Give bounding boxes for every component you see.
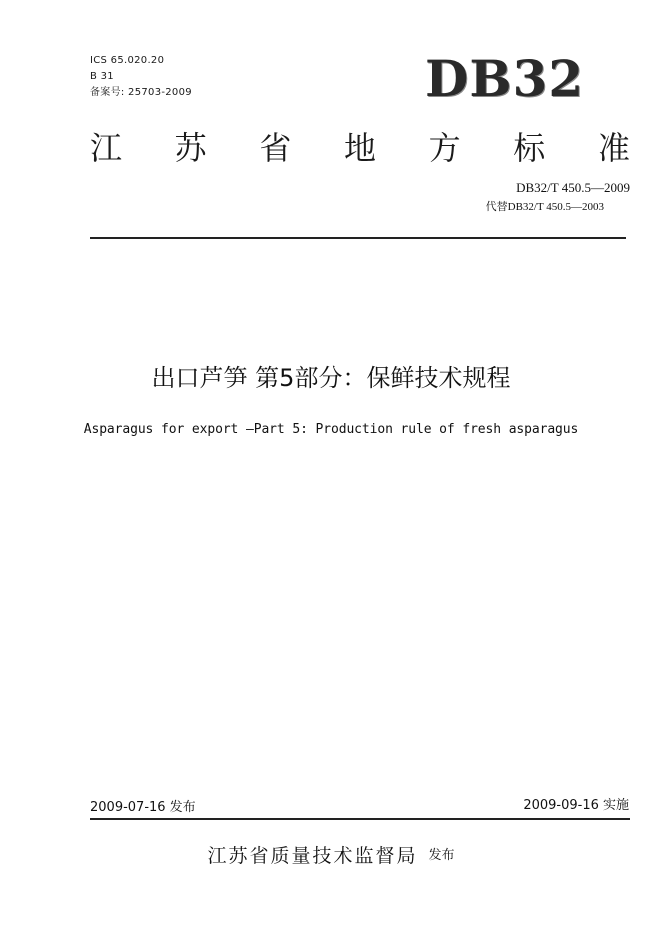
issue-date: 2009-07-16 发布	[90, 800, 196, 815]
standard-type-char: 地	[343, 129, 376, 167]
standard-type-char: 苏	[174, 129, 207, 167]
standard-type-char: 方	[428, 129, 461, 167]
document-title-english: Asparagus for export —Part 5: Production rule of fresh asparagus	[83, 422, 579, 437]
standard-type-char: 省	[259, 129, 292, 167]
implementation-date: 2009-09-16 实施	[523, 798, 629, 813]
header-divider	[90, 237, 626, 239]
document-title-chinese: 出口芦笋 第5部分：保鲜技术规程	[151, 364, 511, 392]
db32-logo: DB32	[425, 49, 585, 108]
issuer-line	[0, 842, 662, 870]
ccs-code: B 31	[90, 71, 114, 82]
standard-type-char: 准	[597, 129, 630, 167]
footer-divider	[90, 818, 630, 820]
replaced-standard-number: 代替DB32/T 450.5—2003	[485, 201, 604, 213]
ics-code: ICS 65.020.20	[90, 55, 165, 66]
record-number: 备案号: 25703-2009	[90, 87, 192, 98]
standard-type-title	[90, 126, 630, 170]
standard-type-char: 标	[513, 129, 546, 167]
standard-type-char: 江	[90, 129, 123, 167]
standard-number: DB32/T 450.5—2009	[516, 180, 630, 195]
issuer-suffix: 发布	[428, 848, 455, 863]
issuer-name: 江苏省质量技术监督局	[207, 845, 418, 867]
